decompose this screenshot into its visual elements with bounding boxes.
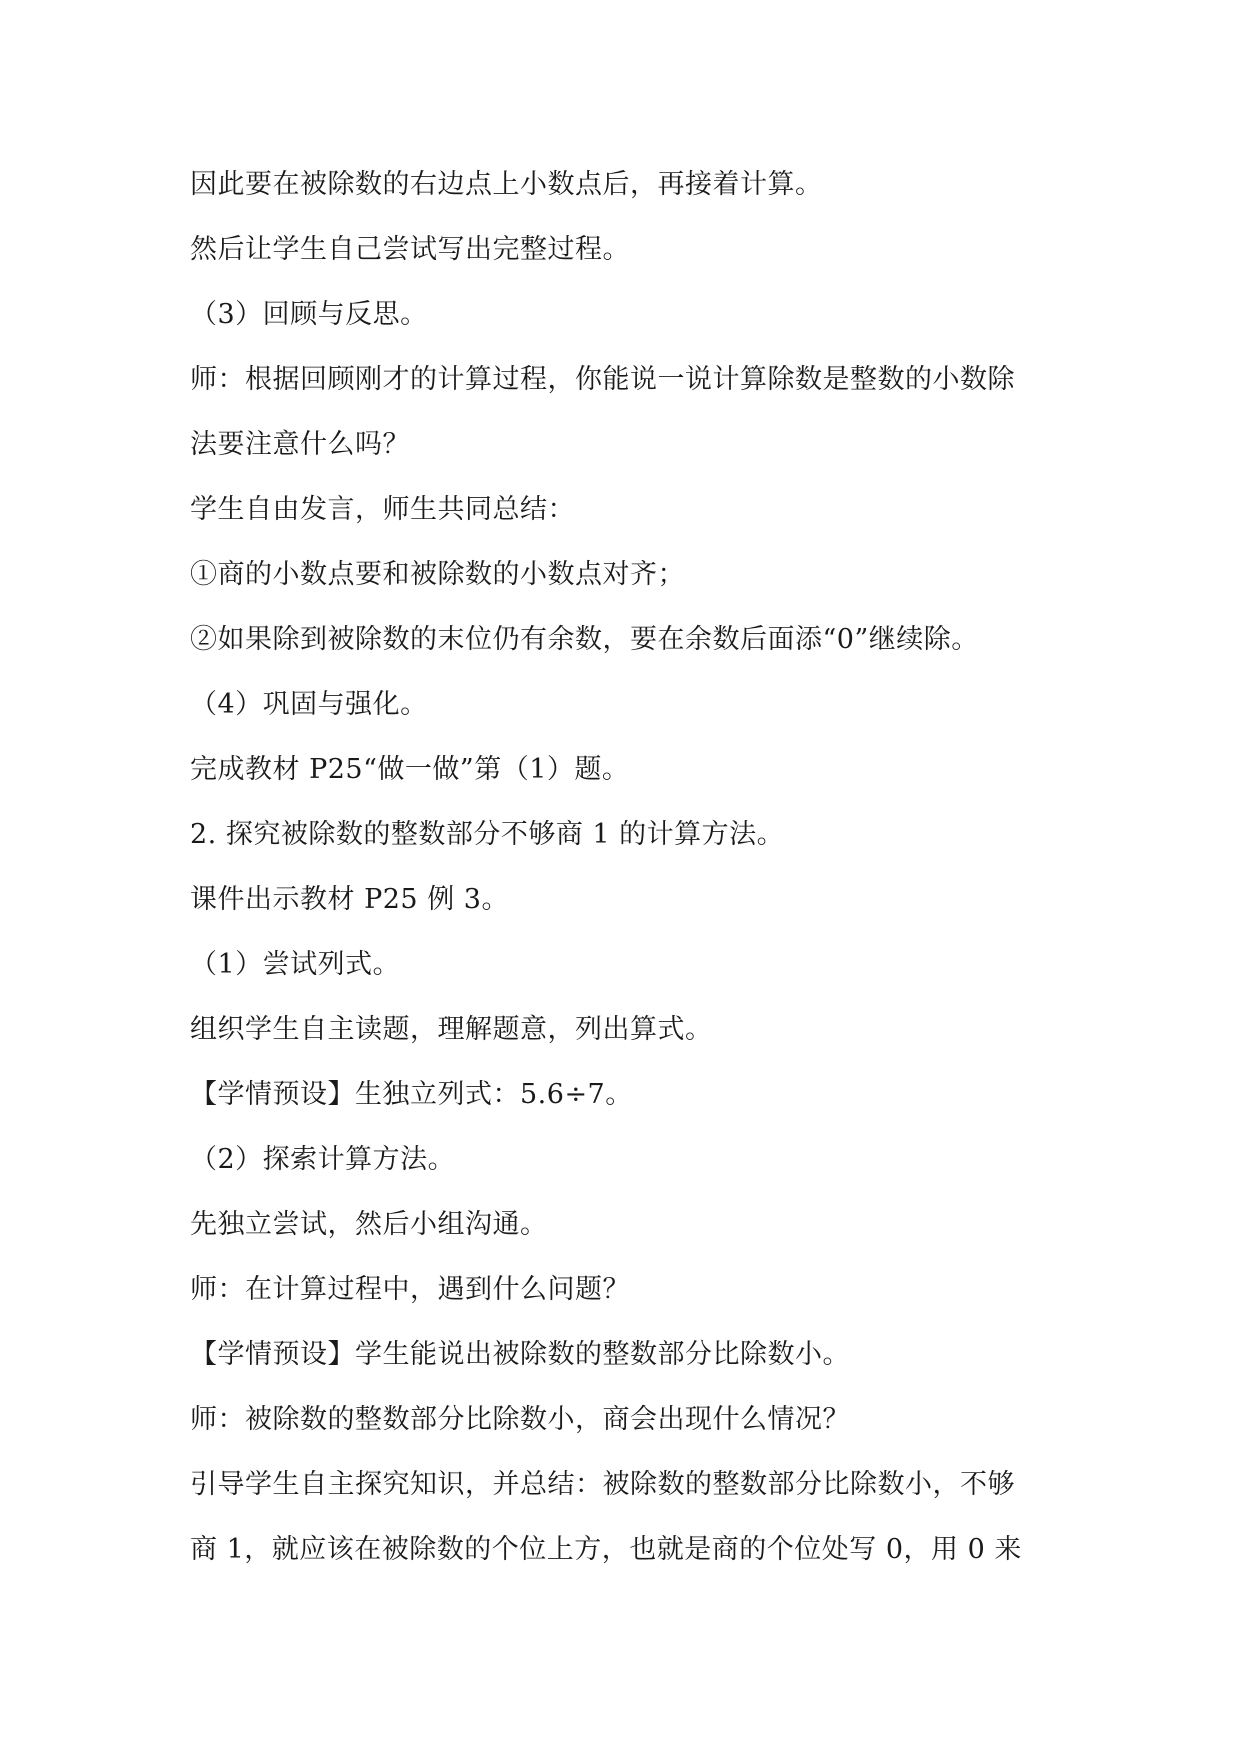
text-line: 因此要在被除数的右边点上小数点后，再接着计算。 — [190, 169, 823, 200]
text-line: 【学情预设】生独立列式：5.6÷7。 — [190, 1079, 633, 1110]
text-line: 课件出示教材 P25 例 3。 — [190, 884, 509, 915]
text-line: 引导学生自主探究知识，并总结：被除数的整数部分比除数小，不够 — [190, 1469, 1015, 1500]
text-line: 然后让学生自己尝试写出完整过程。 — [190, 234, 630, 265]
text-line: 法要注意什么吗？ — [190, 429, 410, 460]
section-heading: 2. 探究被除数的整数部分不够商 1 的计算方法。 — [190, 819, 785, 850]
text-line: 组织学生自主读题，理解题意，列出算式。 — [190, 1014, 713, 1045]
list-item: ①商的小数点要和被除数的小数点对齐； — [190, 559, 685, 590]
section-heading: （2）探索计算方法。 — [190, 1144, 456, 1175]
text-line: 学生自由发言，师生共同总结： — [190, 494, 575, 525]
list-item: ②如果除到被除数的末位仍有余数，要在余数后面添“0”继续除。 — [190, 624, 979, 655]
text-line: 完成教材 P25“做一做”第（1）题。 — [190, 754, 630, 785]
text-line: 商 1，就应该在被除数的个位上方，也就是商的个位处写 0，用 0 来 — [190, 1534, 1022, 1565]
text-line: 先独立尝试，然后小组沟通。 — [190, 1209, 548, 1240]
text-line: 【学情预设】学生能说出被除数的整数部分比除数小。 — [190, 1339, 850, 1370]
text-line: 师：被除数的整数部分比除数小，商会出现什么情况？ — [190, 1404, 850, 1435]
section-heading: （3）回顾与反思。 — [190, 299, 428, 330]
section-heading: （1）尝试列式。 — [190, 949, 401, 980]
text-line: 师：根据回顾刚才的计算过程，你能说一说计算除数是整数的小数除 — [190, 364, 1015, 395]
section-heading: （4）巩固与强化。 — [190, 689, 428, 720]
text-line: 师：在计算过程中，遇到什么问题？ — [190, 1274, 630, 1305]
